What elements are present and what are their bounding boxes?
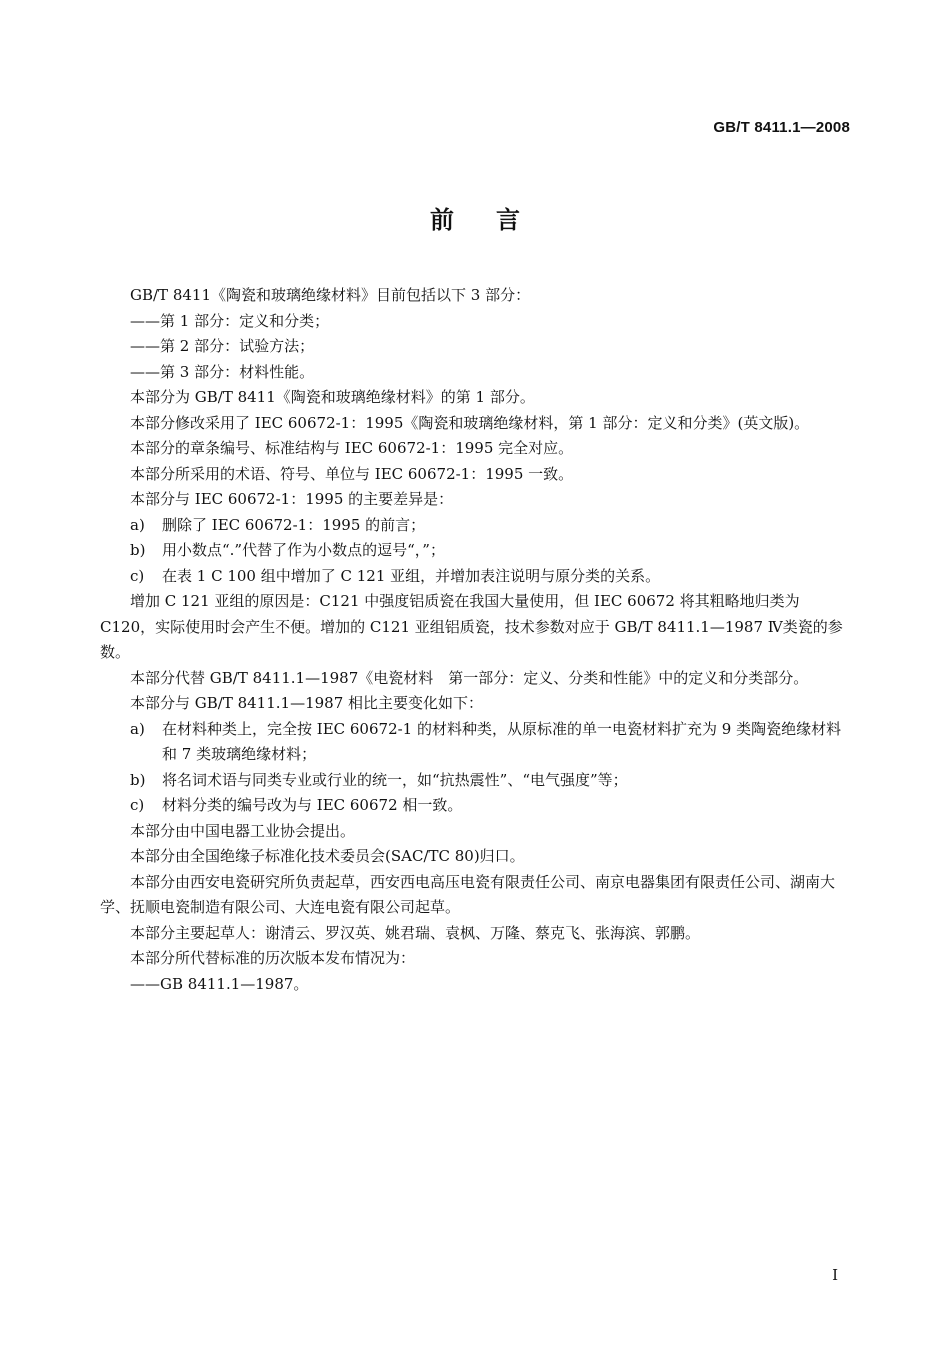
part-item: ——第 2 部分：试验方法； xyxy=(130,337,315,355)
page-title: 前言 xyxy=(430,206,562,234)
list-marker: a) xyxy=(130,719,145,738)
list-text: 删除了 IEC 60672-1：1995 的前言； xyxy=(162,515,426,534)
diff-item xyxy=(100,538,852,564)
list-marker: b) xyxy=(130,770,146,789)
proposed-paragraph: 本部分由中国电器工业协会提出。 xyxy=(130,821,356,840)
structure-paragraph: 本部分的章条编号、标准结构与 IEC 60672-1：1995 完全对应。 xyxy=(130,439,574,457)
list-marker: c) xyxy=(130,566,145,585)
change-item xyxy=(100,717,852,768)
drafted-by-paragraph: 本部分由西安电瓷研究所负责起草，西安西电高压电瓷有限责任公司、南京电器集团有限责任公司、湖南大学、抚顺电瓷制造有限公司、大连电瓷有限公司起草。 xyxy=(100,872,836,916)
replaces-paragraph: 本部分代替 GB/T 8411.1—1987《电瓷材料 第一部分：定义、分类和性能》中的定义和分类部分。 xyxy=(130,668,809,687)
change-item xyxy=(100,768,852,794)
diff-intro-paragraph: 本部分与 IEC 60672-1：1995 的主要差异是： xyxy=(130,490,454,508)
drafters-paragraph: 本部分主要起草人：谢清云、罗汉英、姚君瑞、袁枫、万隆、蔡克飞、张海滨、郭鹏。 xyxy=(130,923,701,942)
intro-paragraph: GB/T 8411《陶瓷和玻璃绝缘材料》目前包括以下 3 部分： xyxy=(130,286,531,304)
list-marker: b) xyxy=(130,541,146,559)
preface-body xyxy=(100,283,852,997)
list-text: 将名词术语与同类专业或行业的统一，如“抗热震性”、“电气强度”等； xyxy=(162,770,628,789)
diff-item xyxy=(100,564,852,590)
centralized-paragraph: 本部分由全国绝缘子标准化技术委员会(SAC/TC 80)归口。 xyxy=(130,847,525,865)
change-item xyxy=(100,793,852,819)
standard-number: GB/T 8411.1—2008 xyxy=(713,119,850,136)
history-item: ——GB 8411.1—1987。 xyxy=(130,974,309,993)
list-marker: c) xyxy=(130,796,145,814)
modify-paragraph: 本部分修改采用了 IEC 60672-1：1995《陶瓷和玻璃绝缘材料，第 1 部分：定义和分类》(英文版)。 xyxy=(130,413,810,432)
reason-paragraph: 增加 C 121 亚组的原因是：C121 中强度铝质瓷在我国大量使用，但 IEC 60672 将其粗略地归类为 C120，实际使用时会产生不便。增加的 C121 亚组铝质瓷，技术参数对应于 GB/T 8411.1—1987 Ⅳ类瓷的参数。 xyxy=(100,592,843,661)
diff-item xyxy=(100,513,852,539)
this-part-paragraph: 本部分为 GB/T 8411《陶瓷和玻璃绝缘材料》的第 1 部分。 xyxy=(130,388,535,406)
list-text: 在表 1 C 100 组中增加了 C 121 亚组，并增加表注说明与原分类的关系。 xyxy=(162,566,661,585)
list-marker: a) xyxy=(130,515,145,534)
part-item: ——第 3 部分：材料性能。 xyxy=(130,362,315,381)
list-text: 用小数点“.”代替了作为小数点的逗号“，”； xyxy=(162,541,445,559)
page-number: I xyxy=(832,1266,838,1284)
history-intro-paragraph: 本部分所代替标准的历次版本发布情况为： xyxy=(130,949,416,967)
part-item: ——第 1 部分：定义和分类； xyxy=(130,311,330,330)
terms-paragraph: 本部分所采用的术语、符号、单位与 IEC 60672-1：1995 一致。 xyxy=(130,464,574,483)
list-text: 材料分类的编号改为与 IEC 60672 相一致。 xyxy=(162,796,463,814)
changes-intro-paragraph: 本部分与 GB/T 8411.1—1987 相比主要变化如下： xyxy=(130,694,484,712)
list-text: 在材料种类上，完全按 IEC 60672-1 的材料种类，从原标准的单一电瓷材料扩充为 9 类陶瓷绝缘材料和 7 类玻璃绝缘材料； xyxy=(162,719,842,763)
